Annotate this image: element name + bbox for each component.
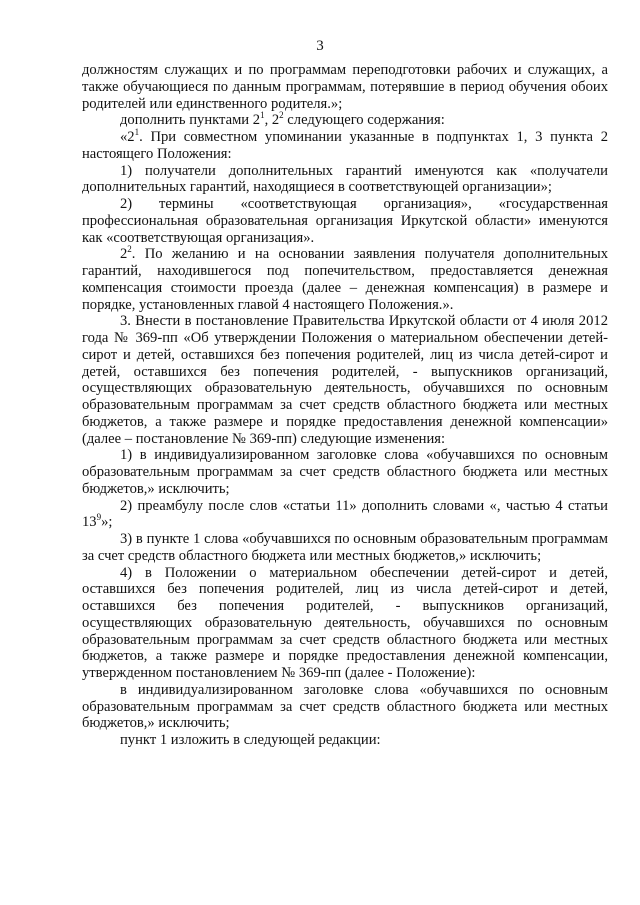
- paragraph: [82, 732, 608, 749]
- text-run: «2: [120, 129, 135, 145]
- paragraph: [82, 565, 608, 682]
- document-body: [82, 62, 608, 749]
- text-run: . По желанию и на основании заявления получателя дополнительных гарантий, находившегося под попечительством, предоставляется денежная компенсация стоимости проезда (далее – денежная компенсация) в размере и порядке, установленных главой 4 настоящего Положения.».: [82, 246, 608, 313]
- text-run: дополнить пунктами 2: [120, 112, 261, 129]
- paragraph: [82, 62, 608, 112]
- text-run: 2) преамбулу после слов «статьи 11» дополнить словами «, частью 4 статьи 13: [82, 497, 608, 531]
- text-run: , 2: [264, 112, 280, 129]
- text-run: 4) в Положении о материальном обеспечении детей-сирот и детей, оставшихся без попечения родителей, лиц из числа детей-сирот и детей, оставшихся без попечения родителей, - выпускников организаций, осуществляющих образовательную деятельность, обучавшихся по основным образовательным программам за счет средств областного бюджета или местных бюджетов, а также размере и порядке предоставления денежной компенсации, утвержденном постановлением № 369-пп (далее - Положение):: [82, 564, 608, 681]
- text-run: 2: [120, 246, 128, 263]
- superscript: 9: [96, 512, 102, 523]
- paragraph: [82, 682, 608, 732]
- paragraph: [82, 498, 608, 532]
- text-run: 3) в пункте 1 слова «обучавшихся по основным образовательным программам за счет средств областного бюджета или местных бюджетов,» исключить;: [82, 531, 608, 564]
- superscript: 1: [134, 127, 140, 138]
- text-run: 1) получатели дополнительных гарантий именуются как «получатели дополнительных гарантий, находящиеся в соответствующей организации»;: [82, 162, 608, 196]
- paragraph: [82, 129, 608, 163]
- text-run: должностям служащих и по программам переподготовки рабочих и служащих, а также обучающиеся по данным программам, потерявшие в период обучения обоих родителей или единственного родителя.»;: [82, 62, 608, 112]
- text-run: следующего содержания:: [283, 112, 445, 129]
- paragraph: [82, 313, 608, 447]
- paragraph: [82, 196, 608, 246]
- paragraph: [82, 447, 608, 497]
- superscript: 1: [260, 110, 265, 121]
- text-run: 1) в индивидуализированном заголовке слова «обучавшихся по основным образовательным программам за счет средств областного бюджета или местных бюджетов,» исключить;: [82, 447, 608, 497]
- text-run: пункт 1 изложить в следующей редакции:: [120, 732, 381, 748]
- paragraph: [82, 163, 608, 197]
- text-run: в индивидуализированном заголовке слова «обучавшихся по основным образовательным программам за счет средств областного бюджета или местных бюджетов,» исключить;: [82, 681, 608, 732]
- paragraph: [82, 246, 608, 313]
- page-number: 3: [316, 38, 324, 54]
- paragraph: [82, 531, 608, 565]
- superscript: 2: [127, 244, 132, 255]
- paragraph: [82, 112, 608, 129]
- text-run: . При совместном упоминании указанные в подпунктах 1, 3 пункта 2 настоящего Положения:: [82, 129, 608, 162]
- text-run: »;: [101, 514, 113, 531]
- superscript: 2: [279, 110, 284, 121]
- text-run: 2) термины «соответствующая организация», «государственная профессиональная образовательная организация Иркутской области» именуются как «соответствующая организация».: [82, 196, 608, 246]
- text-run: 3. Внести в постановление Правительства Иркутской области от 4 июля 2012 года № 369-пп «Об утверждении Положения о материальном обеспечении детей-сирот и детей, оставшихся без попечения родителей, лиц из числа детей-сирот и детей, оставшихся без попечения родителей, - выпускников организаций, осуществляющих образовательную деятельность, обучавшихся по основным образовательным программам за счет средств областного бюджета или местных бюджетов, а также размере и порядке предоставления денежной компенсации» (далее – постановление № 369-пп) следующие изменения:: [82, 313, 608, 447]
